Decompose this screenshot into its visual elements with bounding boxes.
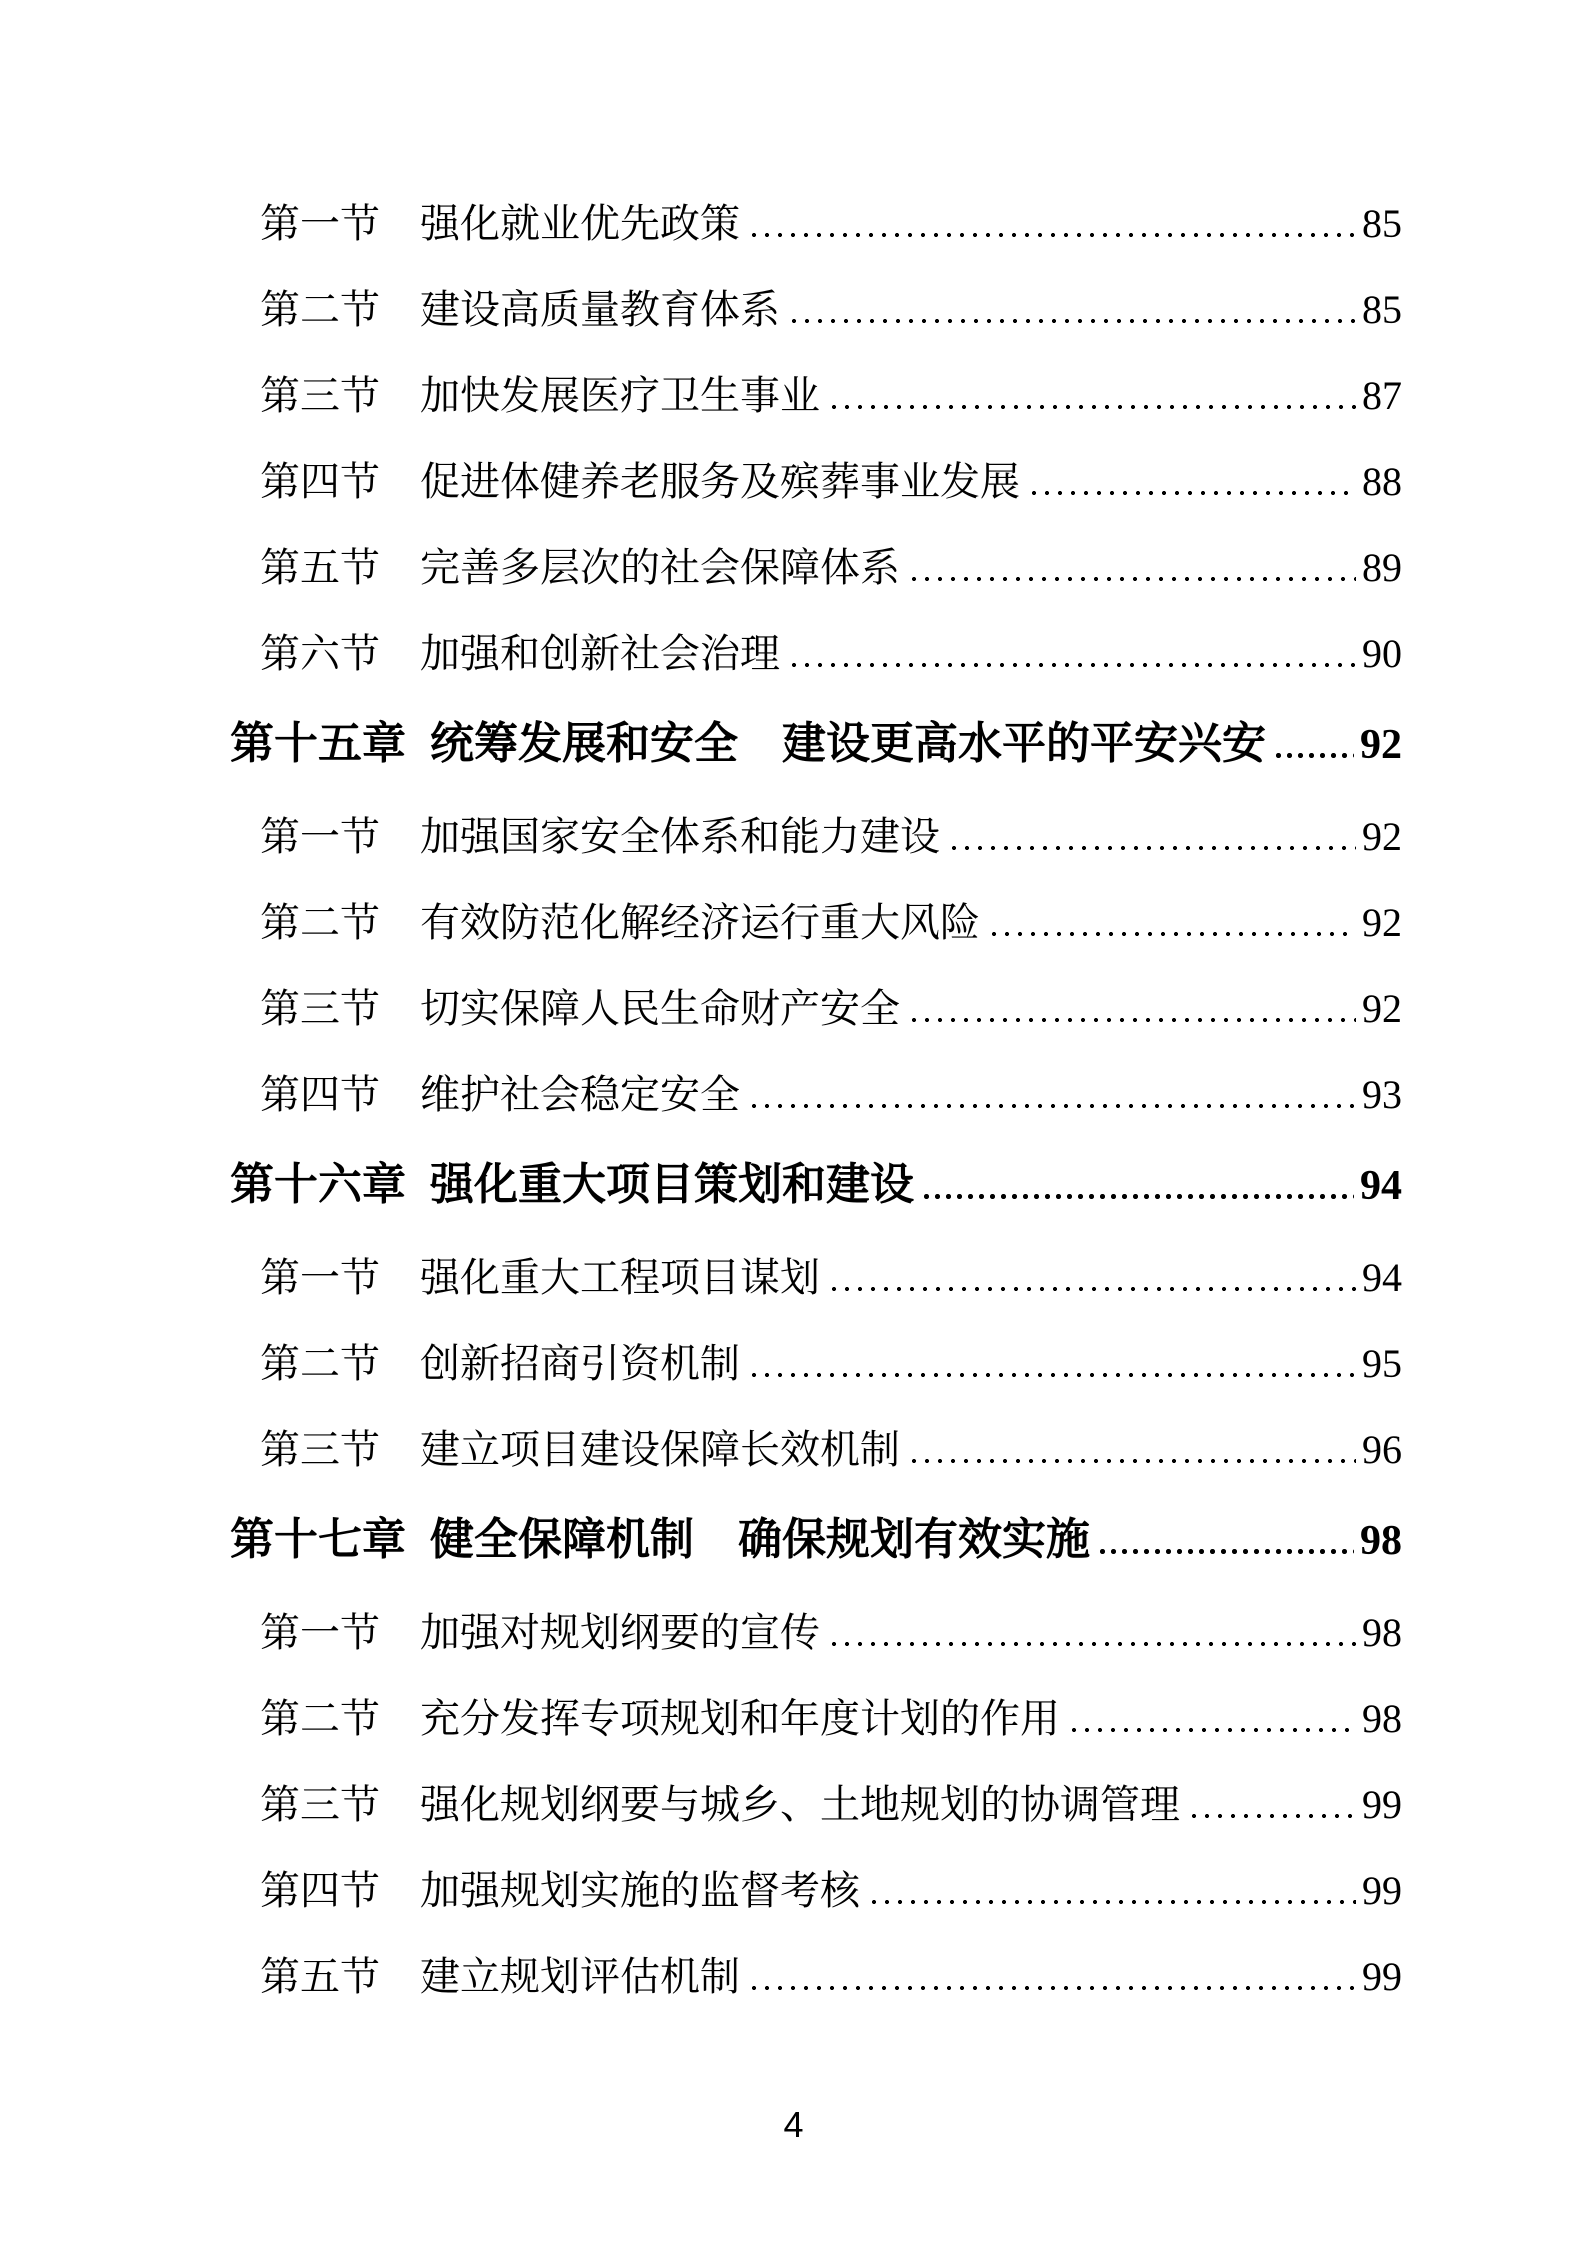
toc-entry-title: 强化重大项目策划和建设 — [430, 1160, 914, 1209]
toc-entry-label: 第二节 — [260, 1696, 380, 1741]
toc-entry-page: 98 — [1362, 1696, 1402, 1741]
toc-entry-label: 第十六章 — [230, 1160, 406, 1209]
dot-leader — [992, 932, 1356, 936]
toc-entry-label: 第三节 — [260, 986, 380, 1031]
dot-leader — [792, 663, 1356, 667]
toc-entry-page: 99 — [1362, 1782, 1402, 1827]
toc-entry-label: 第一节 — [260, 201, 380, 246]
toc-entry[interactable] — [230, 1157, 1402, 1214]
toc-entry-label: 第二节 — [260, 287, 380, 332]
toc-entry-title: 完善多层次的社会保障体系 — [420, 545, 900, 590]
dot-leader — [752, 1986, 1356, 1990]
dot-leader — [752, 233, 1356, 237]
toc-entry-page: 90 — [1362, 631, 1402, 676]
toc-entry-label: 第五节 — [260, 1954, 380, 1999]
toc-entry-title: 强化重大工程项目谋划 — [420, 1255, 820, 1300]
toc-entry-page: 99 — [1362, 1868, 1402, 1913]
dot-leader — [1192, 1814, 1356, 1818]
toc-entry[interactable] — [260, 286, 1402, 334]
toc-entry-label: 第四节 — [260, 1072, 380, 1117]
toc-entry[interactable] — [260, 1867, 1402, 1915]
dot-leader — [912, 1459, 1356, 1463]
toc-entry-page: 85 — [1362, 201, 1402, 246]
toc-entry-label: 第四节 — [260, 459, 380, 504]
toc-entry-page: 94 — [1360, 1163, 1402, 1209]
toc-entry-page: 92 — [1362, 814, 1402, 859]
toc-entry[interactable] — [230, 1512, 1402, 1569]
toc-entry-title: 建立规划评估机制 — [420, 1954, 740, 1999]
toc-entry-page: 92 — [1362, 986, 1402, 1031]
toc-entry-label: 第三节 — [260, 1427, 380, 1472]
dot-leader — [1100, 1549, 1354, 1554]
toc-entry[interactable] — [260, 1340, 1402, 1388]
toc-entry-label: 第五节 — [260, 545, 380, 590]
dot-leader — [1276, 753, 1354, 758]
dot-leader — [1072, 1728, 1356, 1732]
toc-entry-page: 95 — [1362, 1341, 1402, 1386]
toc-entry[interactable] — [260, 1695, 1402, 1743]
toc-entry-title: 创新招商引资机制 — [420, 1341, 740, 1386]
toc-entry-page: 99 — [1362, 1954, 1402, 1999]
toc-entry-page: 98 — [1362, 1610, 1402, 1655]
dot-leader — [752, 1373, 1356, 1377]
toc-entry-title: 统筹发展和安全 建设更高水平的平安兴安 — [430, 719, 1266, 768]
toc-entry[interactable] — [260, 1426, 1402, 1474]
toc-entry-page: 94 — [1362, 1255, 1402, 1300]
page-number: 4 — [783, 2104, 804, 2145]
toc-entry-label: 第二节 — [260, 1341, 380, 1386]
toc-entry[interactable] — [260, 1953, 1402, 2001]
dot-leader — [912, 1018, 1356, 1022]
toc-entry-title: 充分发挥专项规划和年度计划的作用 — [420, 1696, 1060, 1741]
toc-entry-label: 第二节 — [260, 900, 380, 945]
toc-entry[interactable] — [230, 716, 1402, 773]
toc-entry-title: 有效防范化解经济运行重大风险 — [420, 900, 980, 945]
toc-entry-label: 第一节 — [260, 1255, 380, 1300]
dot-leader — [872, 1900, 1356, 1904]
toc-entry-page: 98 — [1360, 1518, 1402, 1564]
toc-entry-title: 维护社会稳定安全 — [420, 1072, 740, 1117]
dot-leader — [832, 405, 1356, 409]
toc-entry-page: 87 — [1362, 373, 1402, 418]
toc-entry[interactable] — [260, 899, 1402, 947]
dot-leader — [1032, 491, 1356, 495]
dot-leader — [912, 577, 1356, 581]
toc-entry[interactable] — [260, 200, 1402, 248]
toc-entry-title: 加强和创新社会治理 — [420, 631, 780, 676]
toc-entry-title: 加强国家安全体系和能力建设 — [420, 814, 940, 859]
toc-entry-title: 切实保障人民生命财产安全 — [420, 986, 900, 1031]
toc-entry-label: 第十五章 — [230, 719, 406, 768]
toc-entry-label: 第四节 — [260, 1868, 380, 1913]
toc-entry-title: 加强对规划纲要的宣传 — [420, 1610, 820, 1655]
toc-entry[interactable] — [260, 1781, 1402, 1829]
dot-leader — [792, 319, 1356, 323]
toc-entry-page: 92 — [1360, 722, 1402, 768]
toc-entry[interactable] — [260, 458, 1402, 506]
toc-entry-label: 第一节 — [260, 1610, 380, 1655]
toc-entry-label: 第六节 — [260, 631, 380, 676]
toc-entry[interactable] — [260, 372, 1402, 420]
toc-entry-page: 89 — [1362, 545, 1402, 590]
toc-entry[interactable] — [260, 1254, 1402, 1302]
toc-entry-title: 加强规划实施的监督考核 — [420, 1868, 860, 1913]
dot-leader — [832, 1287, 1356, 1291]
page-footer — [0, 2103, 1587, 2147]
dot-leader — [752, 1104, 1356, 1108]
toc-entry-page: 92 — [1362, 900, 1402, 945]
toc-entry-label: 第三节 — [260, 1782, 380, 1827]
toc-entry-label: 第三节 — [260, 373, 380, 418]
toc-entry-page: 88 — [1362, 459, 1402, 504]
toc-entry-page: 93 — [1362, 1072, 1402, 1117]
dot-leader — [952, 846, 1356, 850]
toc-entry-title: 促进体健养老服务及殡葬事业发展 — [420, 459, 1020, 504]
toc-entry-page: 85 — [1362, 287, 1402, 332]
toc-entry-title: 建设高质量教育体系 — [420, 287, 780, 332]
toc-entry-title: 建立项目建设保障长效机制 — [420, 1427, 900, 1472]
toc-entry[interactable] — [260, 1609, 1402, 1657]
toc-entry-title: 健全保障机制 确保规划有效实施 — [430, 1515, 1090, 1564]
toc-entry-title: 强化规划纲要与城乡、土地规划的协调管理 — [420, 1782, 1180, 1827]
dot-leader — [832, 1642, 1356, 1646]
toc-entry[interactable] — [260, 985, 1402, 1033]
toc-entry[interactable] — [260, 544, 1402, 592]
toc-entry[interactable] — [260, 1071, 1402, 1119]
toc-entry-label: 第一节 — [260, 814, 380, 859]
dot-leader — [924, 1194, 1354, 1199]
toc-entry[interactable] — [260, 630, 1402, 678]
toc-entry-page: 96 — [1362, 1427, 1402, 1472]
toc-entry-label: 第十七章 — [230, 1515, 406, 1564]
toc-list — [230, 200, 1402, 2039]
toc-entry-title: 加快发展医疗卫生事业 — [420, 373, 820, 418]
toc-entry[interactable] — [260, 813, 1402, 861]
toc-entry-title: 强化就业优先政策 — [420, 201, 740, 246]
